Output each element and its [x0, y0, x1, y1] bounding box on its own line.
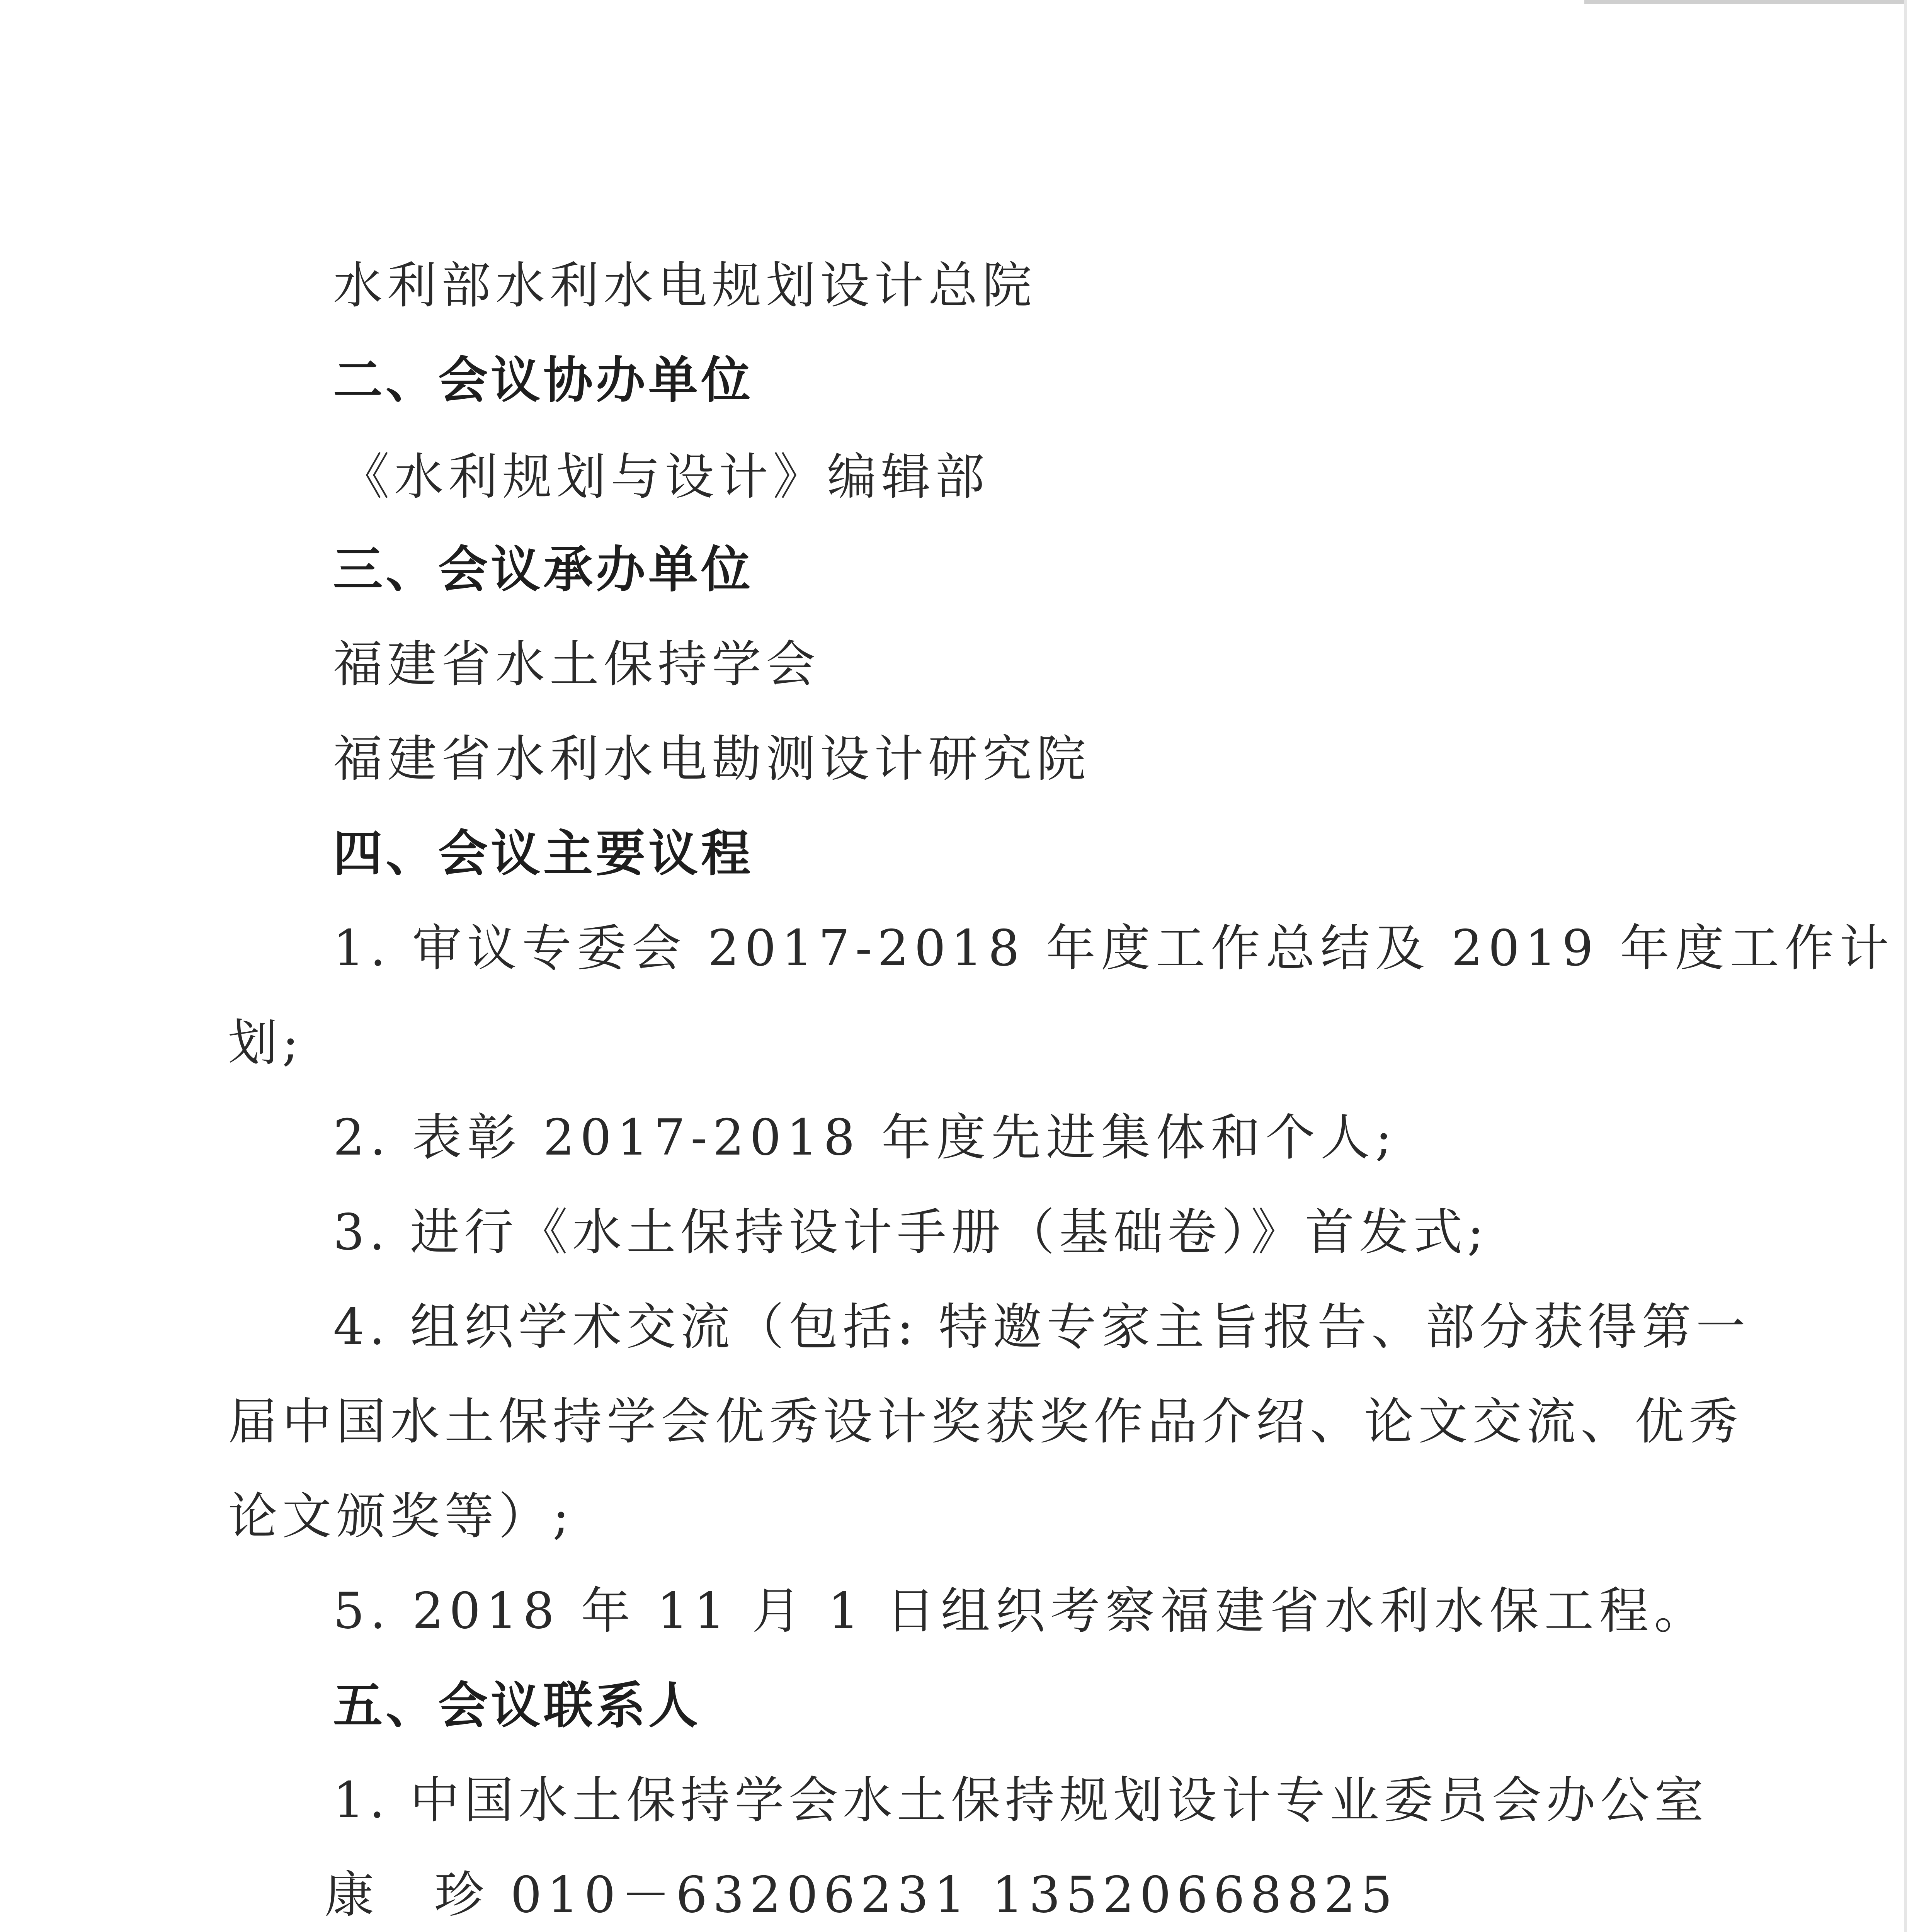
co-organizer-name: 《水利规划与设计》编辑部 [340, 448, 990, 506]
agenda-item-5: 5. 2018 年 11 月 1 日组织考察福建省水利水保工程。 [333, 1582, 1709, 1640]
section-heading-co-organizer: 二、会议协办单位 [333, 352, 754, 409]
agenda-item-1: 1. 审议专委会 2017-2018 年度工作总结及 2019 年度工作计 [333, 920, 1895, 977]
section-heading-agenda: 四、会议主要议程 [333, 825, 754, 883]
organizer-name: 水利部水利水电规划设计总院 [333, 257, 1037, 315]
scan-edge-right [1904, 0, 1907, 1932]
agenda-item-4-cont-2: 论文颁奖等）; [228, 1488, 574, 1545]
agenda-item-3: 3. 进行《水土保持设计手册（基础卷）》首发式; [333, 1204, 1489, 1261]
section-heading-host: 三、会议承办单位 [333, 541, 754, 599]
contact-org-1: 1. 中国水土保持学会水土保持规划设计专业委员会办公室 [333, 1772, 1708, 1829]
agenda-item-1-cont: 划; [228, 1014, 304, 1072]
host-name-1: 福建省水土保持学会 [333, 636, 820, 693]
agenda-item-4: 4. 组织学术交流（包括: 特邀专家主旨报告、部分获得第一 [333, 1298, 1750, 1356]
section-heading-contacts: 五、会议联系人 [333, 1677, 701, 1735]
contact-kang-zhen: 康 珍 010－63206231 13520668825 [325, 1866, 1398, 1924]
agenda-item-4-cont-1: 届中国水土保持学会优秀设计奖获奖作品介绍、论文交流、优秀 [228, 1393, 1743, 1451]
host-name-2: 福建省水利水电勘测设计研究院 [333, 730, 1091, 788]
agenda-item-2: 2. 表彰 2017-2018 年度先进集体和个人; [333, 1109, 1398, 1167]
scan-edge-top [1584, 0, 1907, 4]
